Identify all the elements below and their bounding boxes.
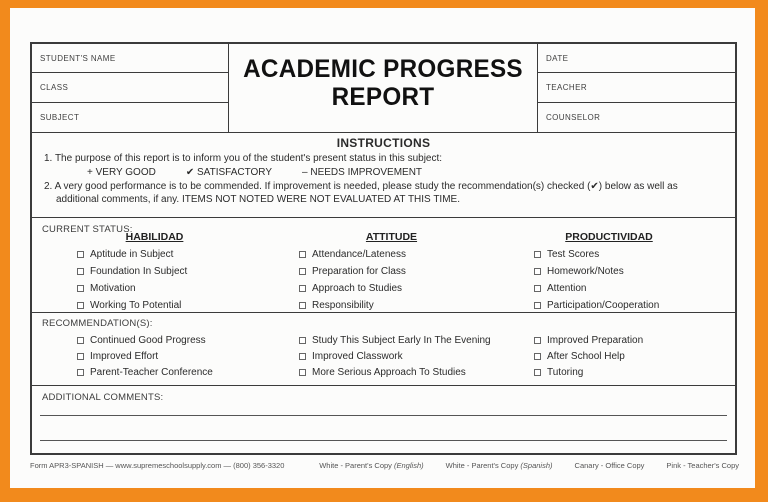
title-line-2: REPORT: [331, 83, 435, 111]
recommendation-column-1: [77, 332, 277, 380]
status-option[interactable]: [77, 280, 232, 297]
checkbox-icon[interactable]: [77, 369, 84, 376]
status-option-label: Test Scores: [547, 249, 600, 260]
status-option-label: Participation/Cooperation: [547, 300, 660, 311]
recommendation-option-label: Tutoring: [547, 366, 584, 378]
status-option[interactable]: [534, 246, 684, 263]
recommendation-column-3: [534, 332, 694, 380]
teacher-label: TEACHER: [546, 83, 588, 93]
page-title: [234, 55, 533, 111]
checkbox-icon[interactable]: [299, 251, 306, 258]
copy-name: White - Parent's Copy: [319, 461, 392, 470]
status-option[interactable]: [299, 246, 484, 263]
instruction-line-2b: additional comments, if any. ITEMS NOT NOTED WERE NOT EVALUATED AT THIS TIME.: [56, 194, 460, 205]
instructions-section: [32, 132, 735, 217]
class-field[interactable]: [32, 73, 228, 102]
recommendation-option-label: After School Help: [547, 350, 625, 362]
recommendation-option-label: Parent-Teacher Conference: [90, 366, 213, 378]
status-option[interactable]: [77, 246, 232, 263]
status-option[interactable]: [534, 280, 684, 297]
recommendation-option-label: Improved Classwork: [312, 350, 403, 362]
recommendation-option[interactable]: [299, 332, 514, 348]
status-option-label: Motivation: [90, 283, 136, 294]
recommendation-option-label: Improved Effort: [90, 350, 159, 362]
date-label: DATE: [546, 54, 569, 63]
header-left-fields: [32, 44, 228, 132]
header-right-fields: [538, 44, 735, 132]
status-option-label: Aptitude in Subject: [90, 249, 174, 260]
checkbox-icon[interactable]: [299, 353, 306, 360]
form-header: [32, 44, 735, 132]
current-status-section: [32, 217, 735, 312]
copy-note: (English): [394, 461, 424, 470]
checkbox-icon[interactable]: [77, 302, 84, 309]
copy-distribution-list: [319, 461, 739, 470]
checkbox-icon[interactable]: [77, 268, 84, 275]
recommendation-option-label: More Serious Approach To Studies: [312, 366, 466, 378]
copy-item: [319, 461, 423, 470]
recommendations-label: RECOMMENDATION(S):: [42, 318, 153, 329]
current-status-label: CURRENT STATUS:: [42, 224, 133, 235]
title-block: [228, 44, 538, 132]
copy-note: (Spanish): [520, 461, 553, 470]
checkbox-icon[interactable]: [77, 251, 84, 258]
recommendation-option-label: Study This Subject Early In The Evening: [312, 334, 491, 346]
recommendation-option[interactable]: [534, 332, 694, 348]
recommendation-option[interactable]: [534, 364, 694, 380]
checkbox-icon[interactable]: [299, 302, 306, 309]
checkbox-icon[interactable]: [299, 337, 306, 344]
checkbox-icon[interactable]: [299, 285, 306, 292]
recommendation-column-2: [299, 332, 514, 380]
subject-label: SUBJECT: [40, 112, 80, 122]
status-column-habilidad: [77, 231, 232, 314]
recommendation-option[interactable]: [77, 364, 277, 380]
subject-field[interactable]: [32, 103, 228, 132]
checkbox-icon[interactable]: [77, 285, 84, 292]
recommendations-section: [32, 312, 735, 385]
status-column-attitude: [299, 231, 484, 314]
rating-needs-improvement: – NEEDS IMPROVEMENT: [302, 167, 423, 178]
counselor-field[interactable]: [538, 103, 735, 132]
rating-very-good: + VERY GOOD: [87, 167, 156, 178]
rating-key: [32, 167, 735, 178]
status-option[interactable]: [299, 280, 484, 297]
status-option-label: Attendance/Lateness: [312, 249, 406, 260]
checkbox-icon[interactable]: [534, 353, 541, 360]
status-option-label: Preparation for Class: [312, 266, 406, 277]
status-option-label: Foundation In Subject: [90, 266, 188, 277]
status-option[interactable]: [77, 263, 232, 280]
habilidad-header: HABILIDAD: [125, 231, 184, 243]
recommendation-option[interactable]: [77, 332, 277, 348]
title-line-1: ACADEMIC PROGRESS: [243, 55, 523, 83]
checkbox-icon[interactable]: [534, 285, 541, 292]
copy-name: White - Parent's Copy: [445, 461, 519, 470]
recommendation-option-label: Continued Good Progress: [90, 334, 206, 346]
copy-item: [575, 461, 645, 470]
status-option-label: Homework/Notes: [547, 266, 624, 277]
student-name-label: STUDENT'S NAME: [40, 54, 116, 63]
status-option-label: Approach to Studies: [312, 283, 403, 294]
comment-writing-line[interactable]: [40, 440, 727, 441]
copy-name: Canary - Office Copy: [574, 461, 645, 470]
recommendation-option-label: Improved Preparation: [547, 334, 644, 346]
checkbox-icon[interactable]: [534, 268, 541, 275]
instruction-line-1: 1. The purpose of this report is to inform you of the student's present status in this subject:: [44, 153, 443, 164]
date-field[interactable]: [538, 44, 735, 73]
status-option[interactable]: [534, 263, 684, 280]
checkbox-icon[interactable]: [534, 369, 541, 376]
instruction-line-2a: 2. A very good performance is to be commended. If improvement is needed, please study the recommendation(s) checked (✔) below as well as: [44, 181, 678, 192]
class-label: CLASS: [40, 83, 69, 93]
recommendation-option[interactable]: [534, 348, 694, 364]
copy-item: [666, 461, 739, 470]
additional-comments-section: [32, 385, 735, 455]
attitude-header: ATTITUDE: [365, 231, 418, 243]
status-option[interactable]: [299, 263, 484, 280]
checkbox-icon[interactable]: [299, 268, 306, 275]
checkbox-icon[interactable]: [299, 369, 306, 376]
checkbox-icon[interactable]: [534, 251, 541, 258]
instructions-heading: INSTRUCTIONS: [336, 136, 431, 150]
recommendation-option[interactable]: [299, 364, 514, 380]
status-option-label: Working To Potential: [90, 300, 182, 311]
status-option-label: Responsibility: [312, 300, 374, 311]
checkbox-icon[interactable]: [534, 337, 541, 344]
recommendation-option[interactable]: [299, 348, 514, 364]
footer-form-number: Form APR3-SPANISH — www.supremeschoolsupply.com — (800) 356-3320: [30, 461, 285, 470]
form-footer: [30, 461, 739, 470]
status-column-productividad: [534, 231, 684, 314]
teacher-field[interactable]: [538, 73, 735, 102]
student-name-field[interactable]: [32, 44, 228, 73]
productividad-header: PRODUCTIVIDAD: [565, 231, 653, 243]
recommendation-option[interactable]: [77, 348, 277, 364]
additional-comments-label: ADDITIONAL COMMENTS:: [42, 392, 164, 403]
rating-satisfactory: ✔ SATISFACTORY: [185, 167, 273, 178]
counselor-label: COUNSELOR: [546, 112, 601, 122]
academic-progress-report-form: [30, 42, 737, 455]
form-sheet: [10, 8, 755, 488]
comment-writing-line[interactable]: [40, 415, 727, 416]
copy-name: Pink - Teacher's Copy: [666, 461, 739, 470]
checkbox-icon[interactable]: [77, 337, 84, 344]
checkbox-icon[interactable]: [534, 302, 541, 309]
status-option-label: Attention: [547, 283, 587, 294]
checkbox-icon[interactable]: [77, 353, 84, 360]
copy-item: [446, 461, 553, 470]
